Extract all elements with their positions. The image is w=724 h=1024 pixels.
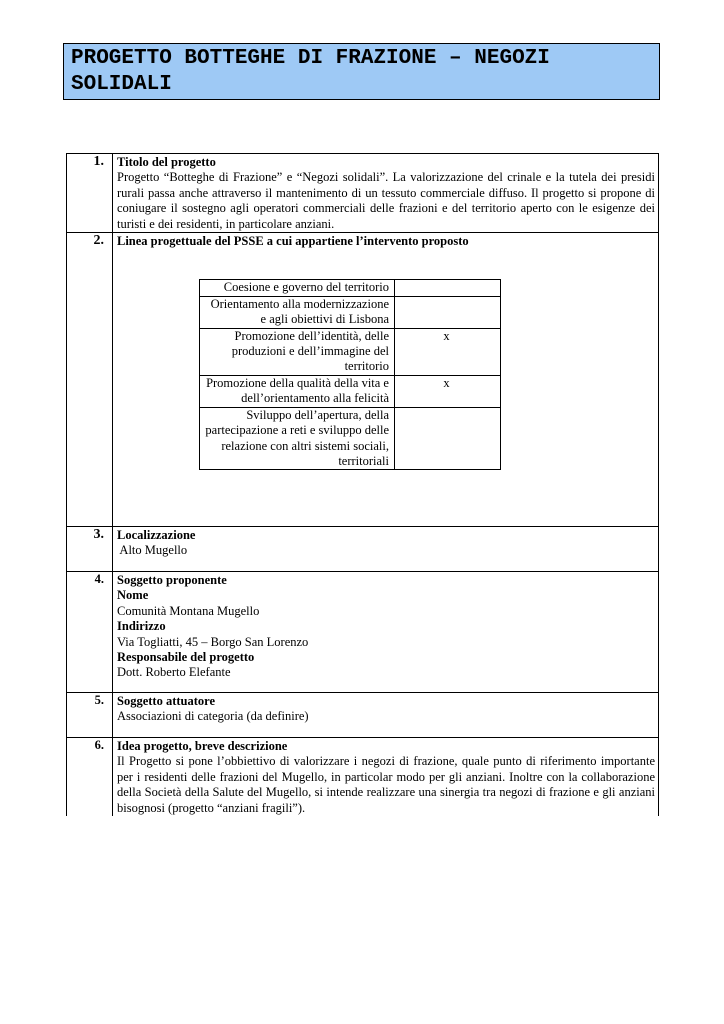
section-row-1 xyxy=(67,154,659,233)
document-title-line-2: SOLIDALI xyxy=(71,73,172,96)
section-heading: Idea progetto, breve descrizione xyxy=(117,739,288,754)
section-number: 6. xyxy=(67,738,113,817)
section-row-4 xyxy=(67,572,659,693)
section-text: Il Progetto si pone l’obbiettivo di valorizzare i negozi di frazione, quale punto di riferimento importante per i residenti delle frazioni del Mugello, in particolar modo per gli anziani. Inoltre con la collaborazione della Società della Salute del Mugello, si intende realizzare una sinergia tra negozi di frazione e gli anziani bisognosi (progetto “anziani fragili”). xyxy=(117,754,655,815)
manager-label: Responsabile del progetto xyxy=(117,650,255,665)
section-content-3 xyxy=(113,527,659,572)
section-content-5 xyxy=(113,693,659,738)
option-row xyxy=(200,375,501,407)
address-label: Indirizzo xyxy=(117,619,166,634)
name-label: Nome xyxy=(117,588,149,603)
section-heading: Localizzazione xyxy=(117,528,196,543)
project-form-table xyxy=(66,153,659,816)
section-heading: Linea progettuale del PSSE a cui appartiene l’intervento proposto xyxy=(117,234,469,249)
document-title xyxy=(63,43,660,100)
section-row-5 xyxy=(67,693,659,738)
option-mark: x xyxy=(395,375,501,407)
option-mark: x xyxy=(395,328,501,375)
option-row xyxy=(200,328,501,375)
section-number: 2. xyxy=(67,233,113,527)
manager-value: Dott. Roberto Elefante xyxy=(117,665,231,680)
option-label: Coesione e governo del territorio xyxy=(200,280,395,296)
project-line-options-table xyxy=(199,279,501,470)
option-label: Promozione dell’identità, delle produzioni e dell’immagine del territorio xyxy=(200,328,395,375)
option-row xyxy=(200,407,501,470)
option-mark xyxy=(395,407,501,470)
section-content-1 xyxy=(113,154,659,233)
name-value: Comunità Montana Mugello xyxy=(117,603,260,618)
option-label: Orientamento alla modernizzazione e agli obiettivi di Lisbona xyxy=(200,296,395,328)
section-number: 4. xyxy=(67,572,113,693)
section-heading: Titolo del progetto xyxy=(117,155,216,169)
section-text: Alto Mugello xyxy=(117,543,188,558)
document-title-line-1: PROGETTO BOTTEGHE DI FRAZIONE – NEGOZI xyxy=(71,47,550,70)
option-label: Promozione della qualità della vita e dell’orientamento alla felicità xyxy=(200,375,395,407)
section-number: 1. xyxy=(67,154,113,233)
section-row-3 xyxy=(67,527,659,572)
section-content-6 xyxy=(113,738,659,817)
section-content-2 xyxy=(113,233,659,527)
option-row xyxy=(200,280,501,296)
address-value: Via Togliatti, 45 – Borgo San Lorenzo xyxy=(117,634,309,649)
option-label: Sviluppo dell’apertura, della partecipazione a reti e sviluppo delle relazione con altri sistemi sociali, territoriali xyxy=(200,407,395,470)
section-row-2 xyxy=(67,233,659,527)
section-heading: Soggetto attuatore xyxy=(117,694,216,709)
option-mark xyxy=(395,280,501,296)
section-text: Associazioni di categoria (da definire) xyxy=(117,709,309,724)
section-text: Progetto “Botteghe di Frazione” e “Negozi solidali”. La valorizzazione del crinale e la tutela dei presidi rurali passa anche attraverso il mantenimento di un tessuto commerciale diffuso. Il progetto si propone di coniugare il sostegno agli operatori commerciali delle frazioni e del territorio aperto con le esigenze dei turisti e dei residenti, in particolare anziani. xyxy=(117,170,655,231)
option-mark xyxy=(395,296,501,328)
section-number: 5. xyxy=(67,693,113,738)
section-content-4 xyxy=(113,572,659,693)
section-heading: Soggetto proponente xyxy=(117,573,227,588)
section-number: 3. xyxy=(67,527,113,572)
option-row xyxy=(200,296,501,328)
section-row-6 xyxy=(67,738,659,817)
